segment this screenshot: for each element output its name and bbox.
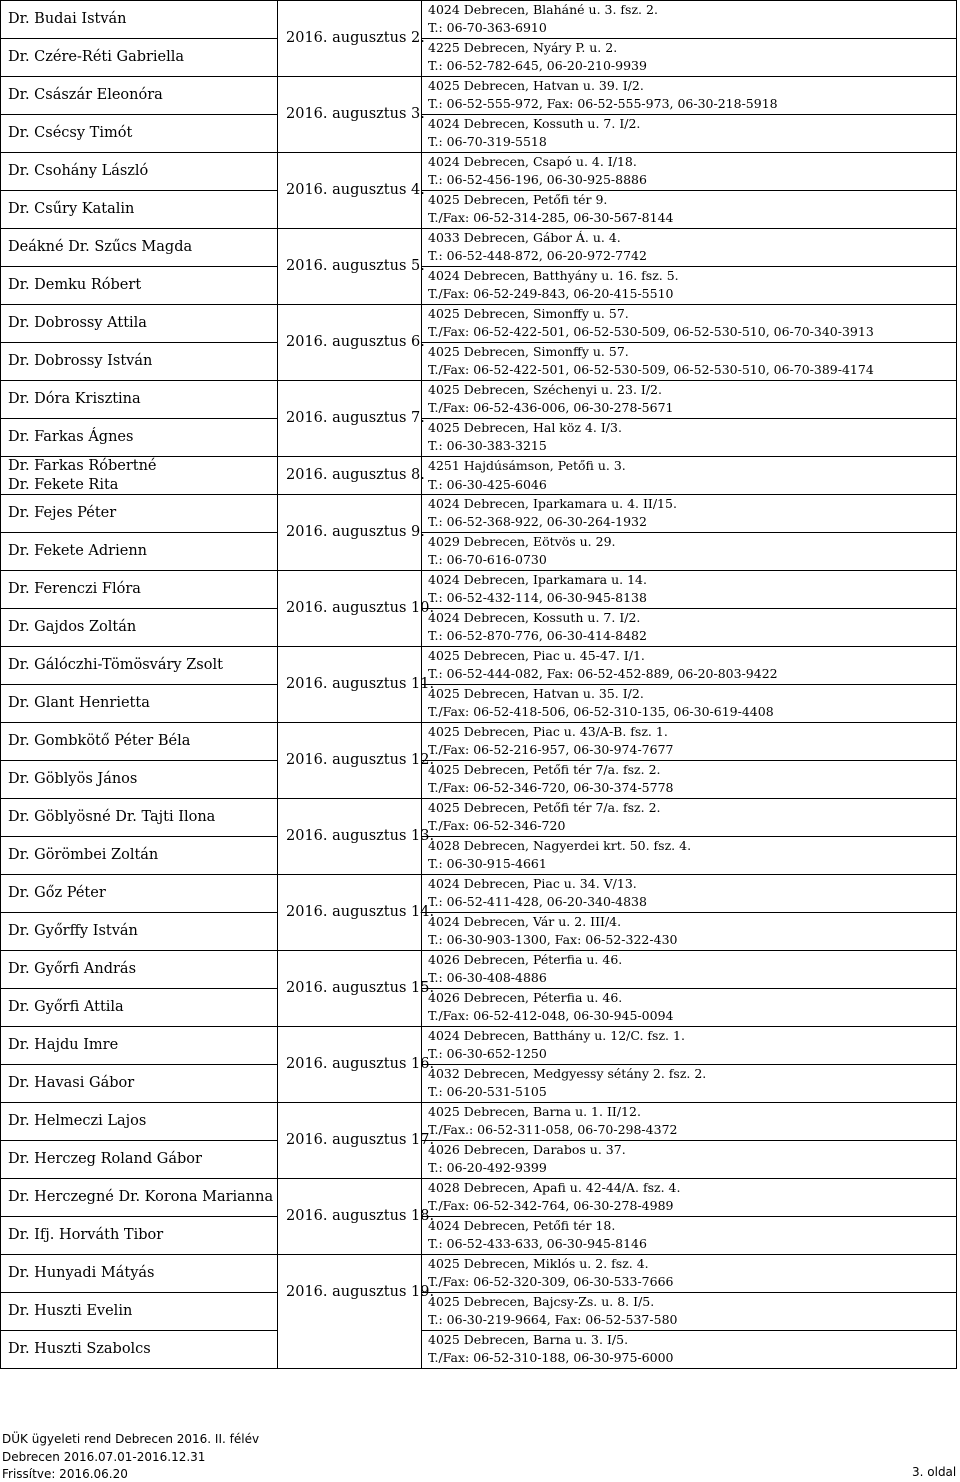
doctor-address: 4033 Debrecen, Gábor Á. u. 4. xyxy=(428,230,621,245)
doctor-phone: T./Fax: 06-52-314-285, 06-30-567-8144 xyxy=(428,210,674,225)
table-row-border xyxy=(421,836,957,837)
doctor-phone: T.: 06-52-433-633, 06-30-945-8146 xyxy=(428,1236,647,1251)
doctor-name: Dr. Glant Henrietta xyxy=(8,695,150,711)
table-row-border xyxy=(0,1216,278,1217)
doctor-address: 4024 Debrecen, Vár u. 2. III/4. xyxy=(428,914,622,929)
doctor-name: Dr. Czére-Réti Gabriella xyxy=(8,49,185,65)
doctor-address: 4024 Debrecen, Iparkamara u. 4. II/15. xyxy=(428,496,677,511)
table-row-border xyxy=(421,1026,957,1027)
duty-date: 2016. augusztus 14. xyxy=(286,904,435,920)
doctor-phone: T./Fax: 06-52-422-501, 06-52-530-509, 06-52-530-510, 06-70-340-3913 xyxy=(428,324,874,339)
table-row-border xyxy=(421,912,957,913)
doctor-name: Dr. Herczegné Dr. Korona Marianna xyxy=(8,1189,274,1205)
doctor-address: 4029 Debrecen, Eötvös u. 29. xyxy=(428,534,616,549)
doctor-address: 4024 Debrecen, Csapó u. 4. I/18. xyxy=(428,154,637,169)
duty-date: 2016. augusztus 18. xyxy=(286,1208,435,1224)
table-row-border xyxy=(277,1102,422,1103)
doctor-address: 4025 Debrecen, Hatvan u. 35. I/2. xyxy=(428,686,644,701)
duty-date: 2016. augusztus 3. xyxy=(286,106,425,122)
footer-updated: Frissítve: 2016.06.20 xyxy=(2,1467,128,1481)
table-row-border xyxy=(277,304,422,305)
table-row-border xyxy=(421,304,957,305)
table-row-border xyxy=(277,76,422,77)
doctor-phone: T.: 06-30-652-1250 xyxy=(428,1046,547,1061)
table-row-border xyxy=(421,418,957,419)
page-number: 3. oldal xyxy=(912,1465,957,1479)
doctor-address: 4225 Debrecen, Nyáry P. u. 2. xyxy=(428,40,618,55)
doctor-address: 4024 Debrecen, Kossuth u. 7. I/2. xyxy=(428,610,641,625)
doctor-address: 4025 Debrecen, Simonffy u. 57. xyxy=(428,306,629,321)
table-row-border xyxy=(0,1254,278,1255)
doctor-phone: T.: 06-52-448-872, 06-20-972-7742 xyxy=(428,248,647,263)
duty-date: 2016. augusztus 6. xyxy=(286,334,425,350)
table-row-border xyxy=(0,418,278,419)
table-row-border xyxy=(421,380,957,381)
doctor-address: 4024 Debrecen, Piac u. 34. V/13. xyxy=(428,876,637,891)
table-row-border xyxy=(0,266,278,267)
doctor-name: Dr. Hunyadi Mátyás xyxy=(8,1265,155,1281)
doctor-address: 4025 Debrecen, Barna u. 1. II/12. xyxy=(428,1104,641,1119)
table-row-border xyxy=(0,646,278,647)
table-row-border xyxy=(421,1368,957,1369)
table-row-border xyxy=(0,304,278,305)
table-row-border xyxy=(421,760,957,761)
duty-date: 2016. augusztus 11. xyxy=(286,676,435,692)
doctor-phone: T./Fax: 06-52-422-501, 06-52-530-509, 06-52-530-510, 06-70-389-4174 xyxy=(428,362,874,377)
doctor-phone: T./Fax: 06-52-216-957, 06-30-974-7677 xyxy=(428,742,674,757)
table-row-border xyxy=(0,570,278,571)
doctor-name: Dr. Gőz Péter xyxy=(8,885,106,901)
doctor-phone: T./Fax: 06-52-436-006, 06-30-278-5671 xyxy=(428,400,674,415)
doctor-name: Deákné Dr. Szűcs Magda xyxy=(8,239,193,255)
doctor-phone: T./Fax.: 06-52-311-058, 06-70-298-4372 xyxy=(428,1122,678,1137)
table-row-border xyxy=(421,152,957,153)
table-row-border xyxy=(277,1178,422,1179)
table-row-border xyxy=(421,950,957,951)
doctor-phone: T.: 06-20-492-9399 xyxy=(428,1160,547,1175)
table-row-border xyxy=(421,494,957,495)
doctor-phone: T.: 06-52-368-922, 06-30-264-1932 xyxy=(428,514,647,529)
table-row-border xyxy=(0,1330,278,1331)
table-row-border xyxy=(0,608,278,609)
doctor-address: 4025 Debrecen, Petőfi tér 7/a. fsz. 2. xyxy=(428,762,661,777)
doctor-name: Dr. Csohány László xyxy=(8,163,149,179)
doctor-name: Dr. Gálóczhi-Tömösváry Zsolt xyxy=(8,657,223,673)
doctor-phone: T.: 06-30-408-4886 xyxy=(428,970,547,985)
table-row-border xyxy=(0,1178,278,1179)
table-row-border xyxy=(0,760,278,761)
doctor-address: 4024 Debrecen, Batthyány u. 16. fsz. 5. xyxy=(428,268,679,283)
doctor-address: 4025 Debrecen, Petőfi tér 7/a. fsz. 2. xyxy=(428,800,661,815)
doctor-name: Dr. Ifj. Horváth Tibor xyxy=(8,1227,164,1243)
doctor-address: 4025 Debrecen, Hatvan u. 39. I/2. xyxy=(428,78,644,93)
footer-period: Debrecen 2016.07.01-2016.12.31 xyxy=(2,1450,206,1464)
duty-date: 2016. augusztus 4. xyxy=(286,182,425,198)
doctor-phone: T.: 06-52-782-645, 06-20-210-9939 xyxy=(428,58,647,73)
doctor-phone: T.: 06-30-383-3215 xyxy=(428,438,547,453)
doctor-name: Dr. Hajdu Imre xyxy=(8,1037,119,1053)
table-row-border xyxy=(277,1026,422,1027)
doctor-name: Dr. Huszti Evelin xyxy=(8,1303,133,1319)
doctor-phone: T.: 06-30-915-4661 xyxy=(428,856,547,871)
table-row-border xyxy=(0,722,278,723)
doctor-name: Dr. Gombkötő Péter Béla xyxy=(8,733,191,749)
doctor-phone: T.: 06-70-616-0730 xyxy=(428,552,547,567)
table-row-border xyxy=(0,76,278,77)
doctor-name: Dr. Göblyös János xyxy=(8,771,138,787)
doctor-name: Dr. Huszti Szabolcs xyxy=(8,1341,151,1357)
doctor-name: Dr. Fekete Rita xyxy=(8,477,119,493)
doctor-name: Dr. Herczeg Roland Gábor xyxy=(8,1151,202,1167)
table-row-border xyxy=(421,608,957,609)
table-row-border xyxy=(0,1102,278,1103)
doctor-address: 4025 Debrecen, Miklós u. 2. fsz. 4. xyxy=(428,1256,649,1271)
table-row-border xyxy=(0,988,278,989)
duty-date: 2016. augusztus 13. xyxy=(286,828,435,844)
table-row-border xyxy=(421,1178,957,1179)
doctor-phone: T.: 06-70-319-5518 xyxy=(428,134,547,149)
duty-date: 2016. augusztus 10. xyxy=(286,600,435,616)
doctor-name: Dr. Gajdos Zoltán xyxy=(8,619,137,635)
doctor-address: 4024 Debrecen, Petőfi tér 18. xyxy=(428,1218,616,1233)
table-row-border xyxy=(277,646,422,647)
doctor-address: 4025 Debrecen, Simonffy u. 57. xyxy=(428,344,629,359)
table-row-border xyxy=(421,342,957,343)
doctor-phone: T.: 06-52-411-428, 06-20-340-4838 xyxy=(428,894,647,909)
doctor-phone: T./Fax: 06-52-346-720 xyxy=(428,818,566,833)
doctor-address: 4251 Hajdúsámson, Petőfi u. 3. xyxy=(428,458,626,473)
doctor-address: 4024 Debrecen, Iparkamara u. 14. xyxy=(428,572,647,587)
table-row-border xyxy=(277,950,422,951)
table-row-border xyxy=(0,532,278,533)
doctor-name: Dr. Császár Eleonóra xyxy=(8,87,163,103)
doctor-address: 4024 Debrecen, Batthány u. 12/C. fsz. 1. xyxy=(428,1028,685,1043)
table-row-border xyxy=(277,494,422,495)
doctor-name: Dr. Győrffy István xyxy=(8,923,138,939)
table-row-border xyxy=(0,874,278,875)
doctor-name: Dr. Győrfi Attila xyxy=(8,999,124,1015)
doctor-phone: T.: 06-20-531-5105 xyxy=(428,1084,547,1099)
doctor-phone: T.: 06-52-555-972, Fax: 06-52-555-973, 06-30-218-5918 xyxy=(428,96,778,111)
table-row-border xyxy=(0,114,278,115)
table-row-border xyxy=(421,228,957,229)
duty-date: 2016. augusztus 5. xyxy=(286,258,425,274)
table-row-border xyxy=(421,570,957,571)
doctor-name: Dr. Budai István xyxy=(8,11,127,27)
table-row-border xyxy=(0,1292,278,1293)
doctor-address: 4026 Debrecen, Péterfia u. 46. xyxy=(428,990,623,1005)
doctor-address: 4028 Debrecen, Nagyerdei krt. 50. fsz. 4. xyxy=(428,838,692,853)
table-row-border xyxy=(0,950,278,951)
table-row-border xyxy=(421,874,957,875)
table-row-border xyxy=(421,38,957,39)
table-row-border xyxy=(421,988,957,989)
doctor-phone: T./Fax: 06-52-412-048, 06-30-945-0094 xyxy=(428,1008,674,1023)
table-row-border xyxy=(0,1368,278,1369)
table-row-border xyxy=(421,646,957,647)
table-row-border xyxy=(0,342,278,343)
doctor-name: Dr. Göblyösné Dr. Tajti Ilona xyxy=(8,809,216,825)
doctor-address: 4025 Debrecen, Bajcsy-Zs. u. 8. I/5. xyxy=(428,1294,655,1309)
table-row-border xyxy=(277,380,422,381)
table-row-border xyxy=(421,1254,957,1255)
table-row-border xyxy=(0,1026,278,1027)
table-row-border xyxy=(421,456,957,457)
table-row-border xyxy=(277,1254,422,1255)
doctor-address: 4025 Debrecen, Piac u. 43/A-B. fsz. 1. xyxy=(428,724,668,739)
table-row-border xyxy=(421,1292,957,1293)
table-row-border xyxy=(0,190,278,191)
table-row-border xyxy=(0,798,278,799)
doctor-phone: T.: 06-30-425-6046 xyxy=(428,477,547,492)
doctor-phone: T.: 06-52-870-776, 06-30-414-8482 xyxy=(428,628,647,643)
doctor-name: Dr. Győrfi András xyxy=(8,961,137,977)
table-row-border xyxy=(421,798,957,799)
table-row-border xyxy=(0,228,278,229)
table-row-border xyxy=(421,266,957,267)
table-row-border xyxy=(421,532,957,533)
doctor-name: Dr. Farkas Ágnes xyxy=(8,429,134,445)
duty-date: 2016. augusztus 19. xyxy=(286,1284,435,1300)
doctor-address: 4025 Debrecen, Hal köz 4. I/3. xyxy=(428,420,622,435)
doctor-name: Dr. Fekete Adrienn xyxy=(8,543,147,559)
doctor-address: 4024 Debrecen, Kossuth u. 7. I/2. xyxy=(428,116,641,131)
duty-date: 2016. augusztus 2. xyxy=(286,30,425,46)
table-row-border xyxy=(277,798,422,799)
table-row-border xyxy=(421,722,957,723)
table-row-border xyxy=(0,494,278,495)
doctor-phone: T./Fax: 06-52-346-720, 06-30-374-5778 xyxy=(428,780,674,795)
doctor-address: 4026 Debrecen, Péterfia u. 46. xyxy=(428,952,623,967)
doctor-name: Dr. Ferenczi Flóra xyxy=(8,581,141,597)
duty-date: 2016. augusztus 7. xyxy=(286,410,425,426)
doctor-name: Dr. Dobrossy István xyxy=(8,353,153,369)
table-row-border xyxy=(421,1216,957,1217)
table-row-border xyxy=(421,684,957,685)
table-row-border xyxy=(0,38,278,39)
table-row-border xyxy=(421,1140,957,1141)
doctor-phone: T./Fax: 06-52-310-188, 06-30-975-6000 xyxy=(428,1350,674,1365)
table-row-border xyxy=(0,380,278,381)
table-row-border xyxy=(277,722,422,723)
table-row-border xyxy=(421,190,957,191)
doctor-name: Dr. Görömbei Zoltán xyxy=(8,847,159,863)
table-row-border xyxy=(0,1140,278,1141)
doctor-address: 4032 Debrecen, Medgyessy sétány 2. fsz. 2. xyxy=(428,1066,707,1081)
duty-date: 2016. augusztus 15. xyxy=(286,980,435,996)
duty-date: 2016. augusztus 17. xyxy=(286,1132,435,1148)
doctor-address: 4028 Debrecen, Apafi u. 42-44/A. fsz. 4. xyxy=(428,1180,681,1195)
doctor-address: 4025 Debrecen, Barna u. 3. I/5. xyxy=(428,1332,629,1347)
table-row-border xyxy=(421,114,957,115)
table-row-border xyxy=(0,684,278,685)
table-row-border xyxy=(421,76,957,77)
doctor-address: 4025 Debrecen, Piac u. 45-47. I/1. xyxy=(428,648,645,663)
doctor-phone: T./Fax: 06-52-249-843, 06-20-415-5510 xyxy=(428,286,674,301)
duty-date: 2016. augusztus 16. xyxy=(286,1056,435,1072)
table-row-border xyxy=(277,570,422,571)
duty-date: 2016. augusztus 12. xyxy=(286,752,435,768)
footer-title: DÜK ügyeleti rend Debrecen 2016. II. félév xyxy=(2,1432,260,1446)
table-row-border xyxy=(421,1102,957,1103)
doctor-name: Dr. Csűry Katalin xyxy=(8,201,135,217)
doctor-name: Dr. Havasi Gábor xyxy=(8,1075,135,1091)
table-row-border xyxy=(277,874,422,875)
table-row-border xyxy=(421,1064,957,1065)
doctor-phone: T.: 06-30-903-1300, Fax: 06-52-322-430 xyxy=(428,932,678,947)
doctor-phone: T.: 06-52-456-196, 06-30-925-8886 xyxy=(428,172,647,187)
table-row-border xyxy=(0,0,957,1)
table-row-border xyxy=(421,1330,957,1331)
table-row-border xyxy=(277,152,422,153)
doctor-name: Dr. Demku Róbert xyxy=(8,277,142,293)
doctor-phone: T.: 06-30-219-9664, Fax: 06-52-537-580 xyxy=(428,1312,678,1327)
doctor-phone: T.: 06-70-363-6910 xyxy=(428,20,547,35)
doctor-address: 4026 Debrecen, Darabos u. 37. xyxy=(428,1142,626,1157)
doctor-address: 4024 Debrecen, Blaháné u. 3. fsz. 2. xyxy=(428,2,658,17)
doctor-name: Dr. Helmeczi Lajos xyxy=(8,1113,147,1129)
doctor-name: Dr. Farkas Róbertné xyxy=(8,458,157,474)
table-row-border xyxy=(277,456,422,457)
table-row-border xyxy=(0,1064,278,1065)
table-row-border xyxy=(0,836,278,837)
doctor-phone: T./Fax: 06-52-418-506, 06-52-310-135, 06-30-619-4408 xyxy=(428,704,774,719)
table-row-border xyxy=(0,912,278,913)
doctor-phone: T.: 06-52-432-114, 06-30-945-8138 xyxy=(428,590,647,605)
doctor-phone: T./Fax: 06-52-342-764, 06-30-278-4989 xyxy=(428,1198,674,1213)
doctor-name: Dr. Dobrossy Attila xyxy=(8,315,147,331)
doctor-name: Dr. Fejes Péter xyxy=(8,505,117,521)
doctor-phone: T.: 06-52-444-082, Fax: 06-52-452-889, 06-20-803-9422 xyxy=(428,666,778,681)
doctor-address: 4025 Debrecen, Petőfi tér 9. xyxy=(428,192,608,207)
table-row-border xyxy=(277,228,422,229)
doctor-name: Dr. Csécsy Timót xyxy=(8,125,133,141)
doctor-phone: T./Fax: 06-52-320-309, 06-30-533-7666 xyxy=(428,1274,674,1289)
duty-date: 2016. augusztus 8. xyxy=(286,467,425,483)
table-row-border xyxy=(0,152,278,153)
duty-date: 2016. augusztus 9. xyxy=(286,524,425,540)
doctor-address: 4025 Debrecen, Széchenyi u. 23. I/2. xyxy=(428,382,662,397)
doctor-name: Dr. Dóra Krisztina xyxy=(8,391,141,407)
